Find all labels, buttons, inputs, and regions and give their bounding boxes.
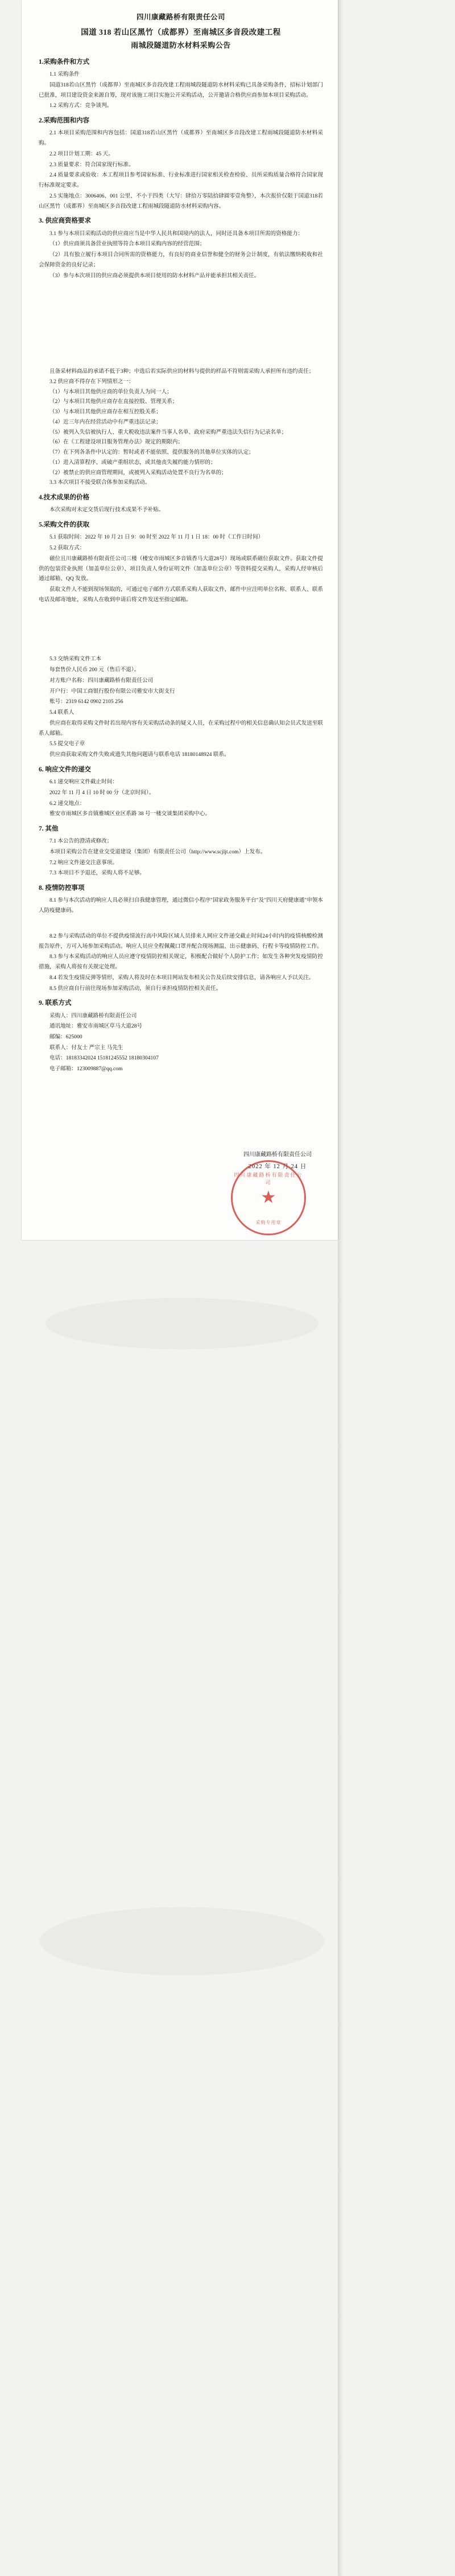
seal-bottom-text: 采购专用章	[255, 1219, 282, 1225]
paragraph: 8.2 参与采购活动的单位不提供疫情流行高中风险区域人员排来人网应文件递交截止时间24小时内的疫情核酸检测报告原件，方可入场参加采购活动。响应人员应全程佩戴口罩并配合现场测温、出示健康码、行程卡等疫情防控工作。	[39, 932, 323, 950]
signature-area	[39, 1149, 323, 1225]
contact-value: 四川康藏路桥有限责任公司	[71, 1012, 137, 1019]
paragraph: 供应商获取采购文件失败或遗失其他问题请与联系电话 18180148924 联系。	[49, 751, 230, 758]
section-heading-procurement-conditions: 1.采购条件和方式	[39, 59, 90, 66]
scan-blotch	[46, 1298, 318, 1349]
paragraph: 2.4 质量要求或验收：本工程项目参考国家标准、行业标准进行国家相关检查检验、员所采购质量合格符合国家现行标准规定要求。	[39, 172, 323, 189]
paragraph: 8.1 参与本次活动的响应人具必须扫自我健康管理，通过微信小程序"国家政务服务平台"及"四川天府健康通"申领本人防疫健康码。	[39, 897, 323, 914]
paragraph: 2.2 项目计划工期：45 天。	[49, 150, 114, 157]
star-icon: ★	[260, 1188, 276, 1207]
paragraph: （5）被列入失信被执行人、重大税收违法案件当事人名单、政府采购严重违法失信行为记录名单；	[49, 429, 287, 436]
scanned-document-sheet	[22, 0, 338, 1240]
paragraph: 5.2 获取方式：	[49, 545, 85, 552]
paragraph: 本次采购对未定交货后现行技术成果不予补贴。	[49, 507, 164, 513]
contact-row	[39, 1021, 323, 1032]
paragraph: 每套售价人民币 200 元（售后不退）。	[49, 667, 140, 673]
paragraph: （1）与本项目其他供应商的单位负责人为同一人；	[49, 388, 172, 395]
contact-value: 雅安市雨城区草马大道28号	[76, 1023, 143, 1030]
paragraph: 5.4 联系人	[49, 709, 75, 716]
company-seal	[231, 1160, 306, 1235]
section-heading-technical-price: 4.技术成果的价格	[39, 494, 90, 502]
paragraph: 5.1 获取时间：2022 年 10 月 21 日 9：00 时至 2022 年 11 月 1 日 18：00 时（工作日时间）	[49, 534, 264, 541]
contact-label: 电话：	[49, 1055, 66, 1062]
paragraph: （4）近三年内在经营活动中有严重违法记录；	[49, 418, 162, 425]
contact-value: 123009887@qq.com	[76, 1066, 123, 1073]
contact-row	[39, 1053, 323, 1064]
paragraph: 2.1 本项目采购范围和内容包括：国道318若山区黑竹（成都界）至南城区多音段改建工程雨城段隧道防水材料采购。	[39, 130, 323, 147]
paragraph: 2022 年 11 月 4 日 10 时 00 分（北京时间）。	[49, 789, 155, 796]
section-heading-qualification: 3. 供应商资格要求	[39, 217, 91, 225]
contact-label: 联系人：	[49, 1044, 72, 1051]
paragraph: 7.1 本公告的澄清或修改；	[49, 838, 113, 845]
contact-row	[39, 1043, 323, 1054]
paragraph: 账号：2319 6142 0902 2105 256	[49, 699, 123, 705]
paragraph: 获取文件人不能到现场领取的，可通过电子邮件方式联系采购人获取文件，邮件中应注明单位名称、联系人、联系电话及邮寄地址，采购人在收到申请后将文件发送至指定邮箱。	[39, 586, 323, 603]
contact-label: 电子邮箱：	[49, 1066, 77, 1073]
contact-label: 采购人：	[49, 1012, 72, 1019]
section-heading-scope: 2.采购范围和内容	[39, 117, 90, 125]
contact-row	[39, 1032, 323, 1043]
paragraph: （1）供应商须具备营业执照等符合本项目采购内容的经营范围；	[49, 241, 205, 248]
paragraph: 3.2 供应商不得存在下列情形之一：	[49, 379, 134, 385]
paragraph: （3）参与本次项目的供应商必须提供本项目使用的防水材料产品并能承担其相关责任。	[49, 272, 260, 279]
document-title-line2: 雨城段隧道防水材料采购公告	[131, 40, 231, 50]
paragraph: 1.1 采购条件	[49, 71, 80, 78]
paragraph: 开户行：中国工商银行股份有限公司雅安市大街支行	[49, 688, 175, 695]
paragraph: （2）与本项目其他供应商存在直接控股、管理关系；	[49, 398, 178, 405]
paragraph: 7.2 响应文件递交注意事项。	[49, 859, 118, 866]
paragraph: 且备采材料商品的承诺不低于3种；中选后若实际供应的材料与提供的样品不符则需采购人承担所有违约责任；	[49, 368, 315, 375]
contact-value: 18183342024 15181245552 18180304107	[65, 1055, 159, 1062]
paragraph: （2）具有独立履行本项目合同所需的资格能力，有良好的商业信誉和健全的财务会计制度，有依法缴纳税收和社会保障资金的良好记录；	[39, 252, 323, 268]
page-gap	[39, 281, 323, 367]
paragraph: 对方账户名称：四川康藏路桥有限责任公司	[49, 677, 154, 684]
paragraph: 磁位且川康藏路桥有限责任公司三楼（楼安市雨城区多音镇香马大道28号）现场或联系磁位获取文件。获取文件提供的包装营业执照（加盖单位公章）、项目负责人身份证明文件（加盖单位公章）等资料提交采购人，采购人经审核后通过邮箱、QQ 发放。	[39, 555, 323, 582]
company-header: 四川康藏路桥有限责任公司	[136, 13, 225, 21]
paragraph: 国道318若山区黑竹（成都界）至南城区多音段改建工程雨城段隧道防水材料采购已具备采购条件，招标计划部门已批准，项目建设资金来源自筹，现对该施工项目实施公开采购活动，公开邀请合格供应商参加本项目采购活动。	[39, 82, 323, 98]
paragraph: 本项目采购公告在建业交受道建设（集团）有限责任公司（http://www.scjljt.com）上发布。	[49, 848, 266, 855]
paragraph: 8.4 若发生疫情反弹等情形，采购人将及时在本项目网站发布相关公告及后续安排信息，请各响应人予以关注。	[49, 974, 315, 981]
contact-value: 625000	[65, 1033, 82, 1040]
paragraph: 6.2 递交地点：	[49, 800, 85, 807]
signature-org: 四川康藏路桥有限责任公司	[243, 1151, 312, 1158]
section-heading-document-acquisition: 5.采购文件的获取	[39, 521, 90, 529]
signature-date: 2022 年 12 月 24 日	[248, 1163, 307, 1170]
scan-blotch	[40, 1907, 324, 1975]
paragraph: 8.5 供应商自行前往现场参加采购活动，须自行承担疫情防控相关责任。	[49, 985, 222, 992]
paragraph: （6）在《工程建设项目服务管理办法》规定的期限内；	[49, 439, 184, 446]
section-heading-other: 7. 其他	[39, 825, 59, 832]
paragraph: 7.3 本项目不予退还，采购人将不足够。	[49, 870, 145, 877]
document-title-line1: 国道 318 若山区黑竹（成都界）至南城区多音段改建工程	[81, 28, 281, 36]
paragraph: 3.1 参与本项目采购活动的供应商应当是中华人民共和国境内的法人，同时还具备本项目所需的资格能力：	[49, 230, 304, 237]
page-gap	[39, 917, 323, 931]
contact-row	[39, 1064, 323, 1075]
signature-gap	[39, 1075, 323, 1149]
paragraph: （3）与本项目其他供应商存在相互控股关系；	[49, 409, 162, 416]
seal-top-text: 四川康藏路桥有限责任公司	[234, 1172, 303, 1185]
section-heading-contact: 9. 联系方式	[39, 1000, 72, 1007]
paragraph: 供应商在取得采购文件时若出现内容有关采购活动条的疑义人员，在采购过程中的相关信息确认知会员式发送至联系人邮箱。	[39, 720, 323, 737]
paragraph: 2.5 实施地点：3006406、001 公里、不小于四类（大写：肆拾万零陆拾肆圆零壹角整），本次报价仅限于国道318若山区黑竹（成都界）至南城区多音段改建工程雨城段隧道防水材料采购内容。	[39, 192, 323, 209]
paragraph: 5.3 交纳采购文件工本	[49, 656, 102, 663]
paragraph: （1）进入清算程序、或破产重组状态，或其他丧失履约能力情形的；	[49, 459, 216, 466]
paragraph: 雅安市雨城区多音镇雅城区业区系路 38 号一楼交谈集团采购中心。	[49, 811, 211, 817]
paragraph: 5.5 提交电子章	[49, 741, 85, 747]
section-heading-epidemic-control: 8. 疫情防控事项	[39, 885, 85, 892]
contact-value: 付友士 严宗主 马先生	[71, 1044, 123, 1051]
paragraph: 2.3 质量要求：符合国家现行标准。	[49, 161, 134, 168]
contact-label: 邮编：	[49, 1033, 66, 1040]
sheet-edge-shadow	[338, 0, 344, 2576]
contact-row	[39, 1011, 323, 1022]
paragraph: 1.2 采购方式：竞争谈判。	[49, 102, 113, 109]
paragraph: 3.3 本次项目不接受联合体参加采购活动。	[49, 479, 151, 486]
paragraph: 8.3 参与本采购活动的响应人员应遵守疫情防控相关规定，积极配合做好个人防护工作；如发生各种突发疫情防控措施，采购人将按有关规定处理。	[39, 954, 323, 971]
paragraph: （2）被禁止的供应商管理期间，或被列入采购活动处置不良行为名单的；	[49, 469, 227, 476]
paragraph: 6.1 递交响应文件截止时间：	[49, 779, 118, 786]
section-heading-response-submission: 6. 响应文件的递交	[39, 766, 91, 773]
contact-label: 通讯地址：	[49, 1023, 77, 1030]
page-gap	[39, 605, 323, 654]
paragraph: （7）在下列各条件中认定的：暂时或者不能依照、提供服务的其他单位实体的认定；	[49, 449, 254, 456]
